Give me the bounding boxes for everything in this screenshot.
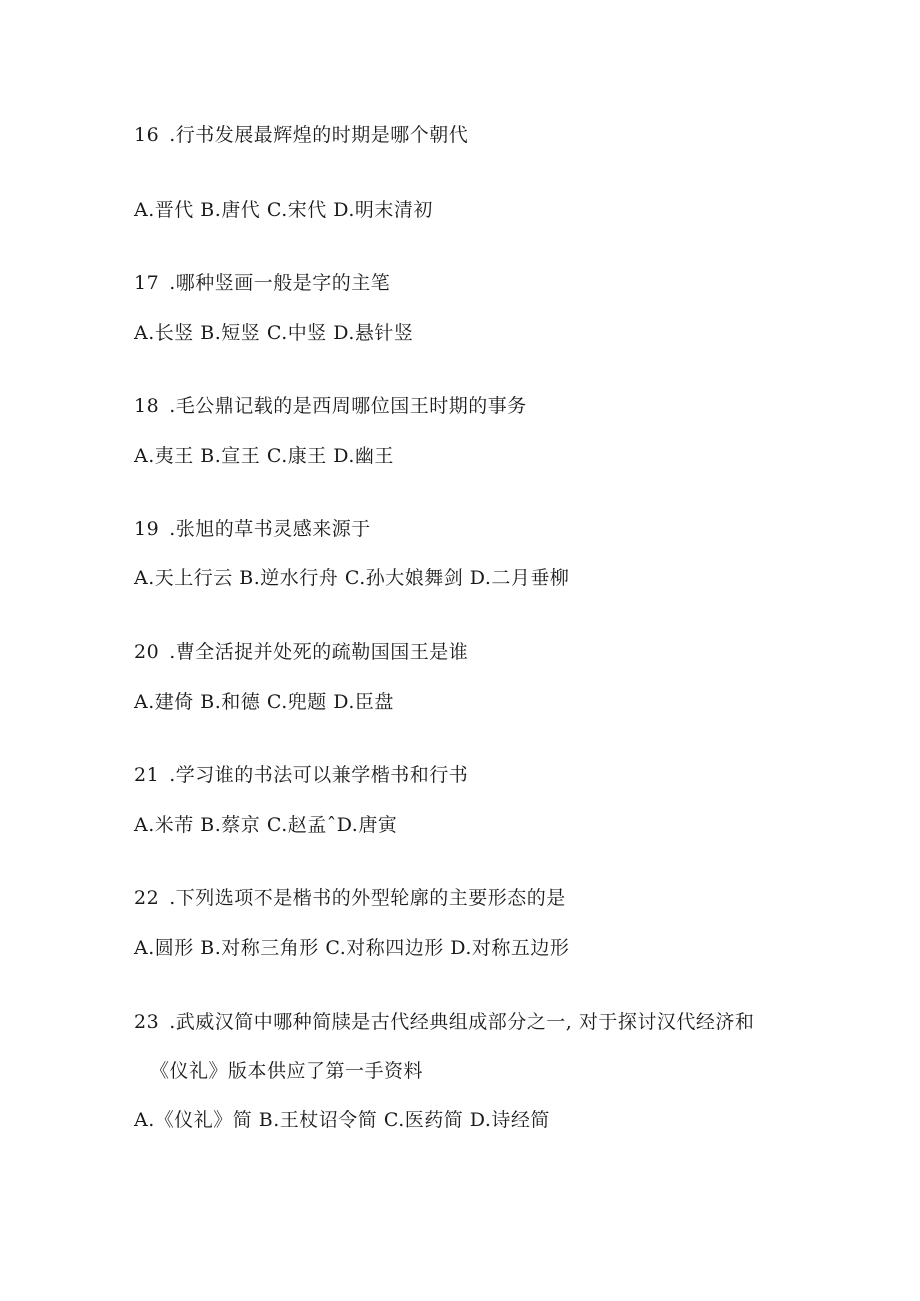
question-22 [134,886,566,910]
question-20 [134,640,468,664]
question-17 [134,271,390,295]
question-23-options: A.《仪礼》简 B.王杖诏令简 C.医药简 D.诗经简 [134,1109,550,1131]
question-separator: . [169,641,176,663]
question-number: 20 [134,641,160,663]
question-text: 张旭的草书灵感来源于 [175,518,371,540]
question-text: 毛公鼎记载的是西周哪位国王时期的事务 [175,395,527,417]
question-number: 17 [134,272,160,294]
question-16 [134,123,468,147]
question-18-options: A.夷王 B.宣王 C.康王 D.幽王 [134,445,394,467]
question-text: 下列选项不是楷书的外型轮廓的主要形态的是 [175,887,566,909]
question-23 [134,1010,754,1034]
question-16-options: A.晋代 B.唐代 C.宋代 D.明末清初 [134,199,433,221]
question-19 [134,517,371,541]
question-19-options: A.天上行云 B.逆水行舟 C.孙大娘舞剑 D.二月垂柳 [134,567,570,589]
question-number: 23 [134,1011,160,1033]
question-text: 哪种竖画一般是字的主笔 [175,272,391,294]
question-number: 19 [134,518,160,540]
question-17-options: A.长竖 B.短竖 C.中竖 D.悬针竖 [134,322,414,344]
question-number: 21 [134,764,160,786]
question-separator: . [169,887,176,909]
question-text: 武威汉简中哪种简牍是古代经典组成部分之一, 对于探讨汉代经济和 [175,1011,755,1033]
question-22-options: A.圆形 B.对称三角形 C.对称四边形 D.对称五边形 [134,937,570,959]
question-separator: . [169,764,176,786]
question-separator: . [169,272,176,294]
question-text: 曹全活捉并处死的疏勒国国王是谁 [175,641,469,663]
question-separator: . [169,1011,176,1033]
question-text: 学习谁的书法可以兼学楷书和行书 [175,764,469,786]
question-21 [134,763,468,787]
question-18 [134,394,527,418]
question-separator: . [169,518,176,540]
question-number: 16 [134,124,160,146]
question-21-options: A.米芾 B.蔡京 C.赵孟ˆD.唐寅 [134,814,398,836]
question-23-continued: 《仪礼》版本供应了第一手资料 [150,1060,424,1082]
question-number: 22 [134,887,160,909]
question-text: 行书发展最辉煌的时期是哪个朝代 [175,124,469,146]
question-separator: . [169,395,176,417]
question-separator: . [169,124,176,146]
question-20-options: A.建倚 B.和德 C.兜题 D.臣盘 [134,691,394,713]
question-number: 18 [134,395,160,417]
